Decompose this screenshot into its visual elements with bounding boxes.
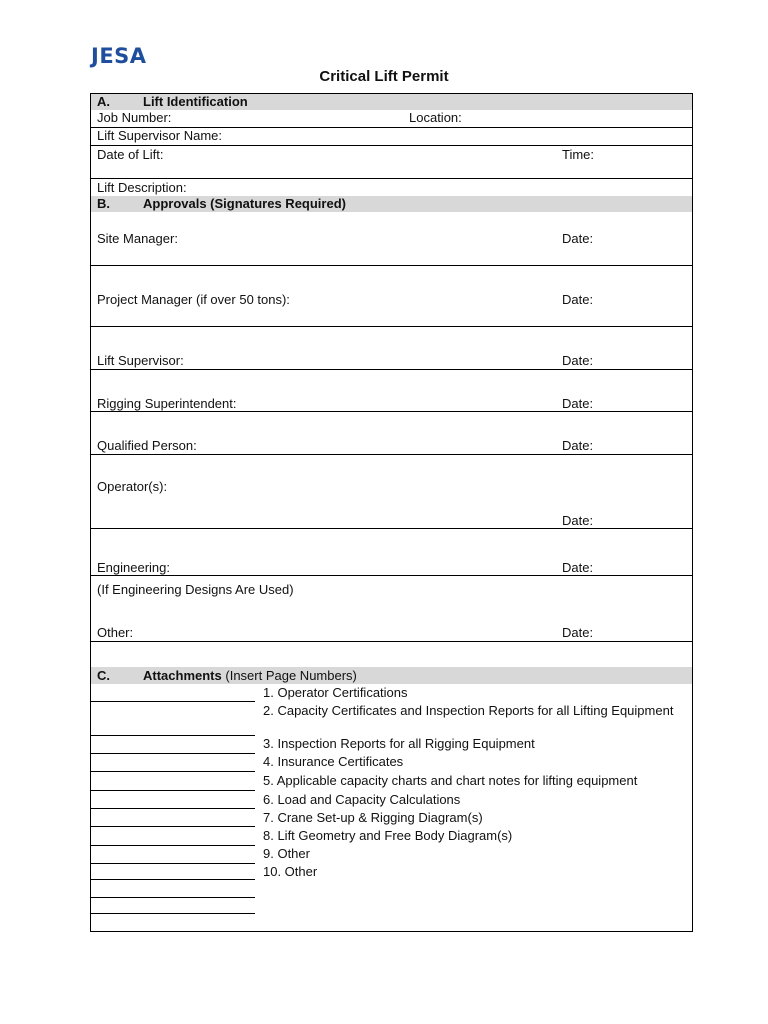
page-number-line <box>91 879 255 880</box>
project-manager-label: Project Manager (if over 50 tons): <box>97 292 290 307</box>
section-c-heading: Attachments <box>143 668 222 683</box>
row-divider <box>91 575 692 576</box>
attachment-item: 4. Insurance Certificates <box>263 754 404 769</box>
attachment-item: 6. Load and Capacity Calculations <box>263 792 461 807</box>
supervisor-name-label: Lift Supervisor Name: <box>97 128 222 143</box>
engineering-label: Engineering: <box>97 560 170 575</box>
attachment-item: 9. Other <box>263 846 310 861</box>
lift-supervisor-date-label: Date: <box>562 353 594 368</box>
page-number-line <box>91 863 255 864</box>
other-date-label: Date: <box>562 625 594 640</box>
page-number-line <box>91 913 255 914</box>
project-manager-date-label: Date: <box>562 292 594 307</box>
row-divider <box>91 528 692 529</box>
section-c-heading-line <box>143 668 357 684</box>
page-number-line <box>91 771 255 772</box>
row-divider <box>91 369 692 370</box>
section-b-letter: B. <box>97 196 110 211</box>
site-manager-date-label: Date: <box>562 231 594 246</box>
section-c-heading-note: (Insert Page Numbers) <box>225 668 357 683</box>
qualified-person-date-label: Date: <box>562 438 594 453</box>
row-divider <box>91 145 692 146</box>
other-label: Other: <box>97 625 134 640</box>
attachment-item: 2. Capacity Certificates and Inspection Reports for all Lifting Equipment <box>263 703 674 718</box>
lift-description-label: Lift Description: <box>97 180 187 195</box>
time-label: Time: <box>562 147 595 162</box>
page-number-line <box>91 826 255 827</box>
page-number-line <box>91 735 255 736</box>
page-number-line <box>91 701 255 702</box>
qualified-person-label: Qualified Person: <box>97 438 197 453</box>
page-number-line <box>91 790 255 791</box>
operators-date-label: Date: <box>562 513 594 528</box>
operators-label: Operator(s): <box>97 479 168 494</box>
company-logo: JESA <box>91 44 147 68</box>
rigging-superintendent-label: Rigging Superintendent: <box>97 396 237 411</box>
section-a-heading: Lift Identification <box>143 94 248 109</box>
row-divider <box>91 454 692 455</box>
page-number-line <box>91 808 255 809</box>
attachment-item: 1. Operator Certifications <box>263 685 408 700</box>
rigging-superintendent-date-label: Date: <box>562 396 594 411</box>
site-manager-label: Site Manager: <box>97 231 178 246</box>
engineering-note: (If Engineering Designs Are Used) <box>97 582 294 597</box>
page-number-line <box>91 845 255 846</box>
row-divider <box>91 411 692 412</box>
job-number-label: Job Number: <box>97 110 172 125</box>
row-divider <box>91 326 692 327</box>
page-title: Critical Lift Permit <box>319 68 449 85</box>
row-divider <box>91 178 692 179</box>
section-b-heading: Approvals (Signatures Required) <box>143 196 346 211</box>
permit-form <box>90 93 693 932</box>
attachment-item: 10. Other <box>263 864 318 879</box>
date-of-lift-label: Date of Lift: <box>97 147 164 162</box>
row-divider <box>91 641 692 642</box>
lift-supervisor-label: Lift Supervisor: <box>97 353 184 368</box>
attachment-item: 5. Applicable capacity charts and chart notes for lifting equipment <box>263 773 638 788</box>
attachment-item: 3. Inspection Reports for all Rigging Equipment <box>263 736 535 751</box>
row-divider <box>91 265 692 266</box>
attachment-item: 7. Crane Set-up & Rigging Diagram(s) <box>263 810 483 825</box>
page-number-line <box>91 753 255 754</box>
engineering-date-label: Date: <box>562 560 594 575</box>
page-number-line <box>91 897 255 898</box>
attachment-item: 8. Lift Geometry and Free Body Diagram(s) <box>263 828 513 843</box>
section-c-letter: C. <box>97 668 110 683</box>
section-a-letter: A. <box>97 94 110 109</box>
location-label: Location: <box>409 110 462 125</box>
